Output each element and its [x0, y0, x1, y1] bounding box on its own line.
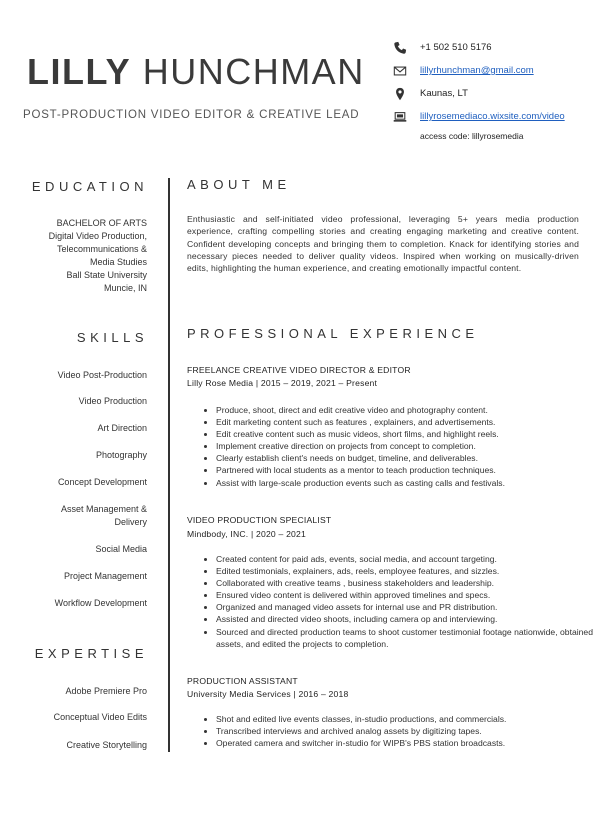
phone-number: +1 502 510 5176 [420, 42, 492, 53]
job-title: FREELANCE CREATIVE VIDEO DIRECTOR & EDITOR [187, 365, 411, 375]
education-line: Media Studies [89, 257, 147, 267]
candidate-name [27, 52, 365, 92]
job-bullet: • Operated camera and switcher in-studio for WIPB's PBS station broadcasts. [216, 737, 593, 749]
skill-item: Workflow Development [54, 598, 147, 608]
job-bullets [202, 404, 593, 489]
skill-item: Photography [95, 450, 147, 460]
expertise-item: Conceptual Video Edits [53, 712, 147, 722]
skill-item: Asset Management & Delivery [60, 504, 147, 527]
laptop-icon [393, 110, 407, 124]
about-text: Enthusiastic and self-initiated video professional, leveraging 5+ years media production experience, crafting compelling stories and creating engaging marketing and creative content. Confident developing concepts and bringing them to completion. Knack for identifying stories and necessary pieces needed to deliver quality videos. Inspired when working on musically-driven edits, highlighting the human experience, and creating emotionally impactful content. [187, 214, 579, 274]
education-details [7, 217, 147, 295]
job-bullet: • Assisted and directed video shoots, including camera op and interviewing. [216, 613, 593, 625]
job-bullet: • Assist with large-scale production events such as casting calls and festivals. [216, 477, 593, 489]
contact-phone [393, 40, 603, 63]
skill-item: Social Media [95, 544, 147, 554]
job-meta: Lilly Rose Media | 2015 – 2019, 2021 – Present [187, 378, 378, 388]
job-meta: University Media Services | 2016 – 2018 [187, 689, 349, 699]
about-heading: ABOUT ME [187, 177, 291, 192]
job-bullet: • Ensured video content is delivered within approved timelines and specs. [216, 589, 593, 601]
skill-item: Project Management [63, 571, 147, 581]
job-bullet: • Partnered with local students as a mentor to teach production techniques. [216, 464, 593, 476]
job-bullets [202, 713, 593, 749]
skill-item: Art Direction [97, 423, 147, 433]
last-name: HUNCHMAN [142, 51, 365, 92]
job-subtitle: POST-PRODUCTION VIDEO EDITOR & CREATIVE LEAD [23, 109, 360, 121]
job-bullet: • Produce, shoot, direct and edit creative video and photography content. [216, 404, 593, 416]
website-link[interactable]: lillyrosemediaco.wixsite.com/video [420, 111, 565, 122]
skill-item: Video Post-Production [57, 370, 147, 380]
location-text: Kaunas, LT [420, 88, 468, 99]
school-line: Ball State University [66, 270, 147, 280]
job-bullet: • Edit creative content such as music videos, short films, and highlight reels. [216, 428, 593, 440]
contact-location [393, 86, 603, 109]
job-bullet: • Organized and managed video assets for internal use and PR distribution. [216, 601, 593, 613]
job-bullet: • Created content for paid ads, events, social media, and account targeting. [216, 553, 593, 565]
email-link[interactable]: lillyrhunchman@gmail.com [420, 65, 534, 76]
school-location-line: Muncie, IN [103, 283, 147, 293]
education-heading: EDUCATION [31, 179, 148, 194]
job-meta: Mindbody, INC. | 2020 – 2021 [187, 529, 306, 539]
email-icon [393, 64, 407, 78]
job-bullet: • Implement creative direction on projects from concept to completion. [216, 440, 593, 452]
expertise-item: Adobe Premiere Pro [65, 686, 147, 696]
contact-email [393, 63, 603, 86]
education-line: Digital Video Production, [48, 231, 147, 241]
job-bullet: • Transcribed interviews and archived analog assets by digitizing tapes. [216, 725, 593, 737]
column-divider [168, 178, 170, 752]
job-title: PRODUCTION ASSISTANT [187, 676, 298, 686]
job-title: VIDEO PRODUCTION SPECIALIST [187, 515, 332, 525]
expertise-heading: EXPERTISE [34, 646, 148, 661]
skill-item: Concept Development [57, 477, 147, 487]
job-bullet: • Shot and edited live events classes, in-studio productions, and commercials. [216, 713, 593, 725]
job-bullet: • Edited testimonials, explainers, ads, reels, employee features, and sizzles. [216, 565, 593, 577]
degree-line: BACHELOR OF ARTS [56, 218, 147, 228]
job-bullets [202, 553, 593, 650]
phone-icon [393, 41, 407, 55]
job-bullet: • Clearly establish client's needs on budget, timeline, and deliverables. [216, 452, 593, 464]
job-bullet: • Edit marketing content such as features , explainers, and advertisements. [216, 416, 593, 428]
education-line: Telecommunications & [56, 244, 147, 254]
first-name: LILLY [27, 51, 132, 92]
job-bullet: • Sourced and directed production teams to shoot customer testimonial footage nationwide, obtained assets, and edited the projects to completion. [216, 626, 593, 650]
skill-item: Video Production [78, 396, 147, 406]
contact-block [393, 40, 603, 132]
skills-heading: SKILLS [76, 330, 148, 345]
job-bullet: • Collaborated with creative teams , business stakeholders and leadership. [216, 577, 593, 589]
expertise-item: Creative Storytelling [66, 740, 147, 750]
location-pin-icon [393, 87, 407, 101]
access-code: access code: lillyrosemedia [420, 131, 524, 141]
contact-website [393, 109, 603, 132]
experience-heading: PROFESSIONAL EXPERIENCE [187, 326, 479, 341]
